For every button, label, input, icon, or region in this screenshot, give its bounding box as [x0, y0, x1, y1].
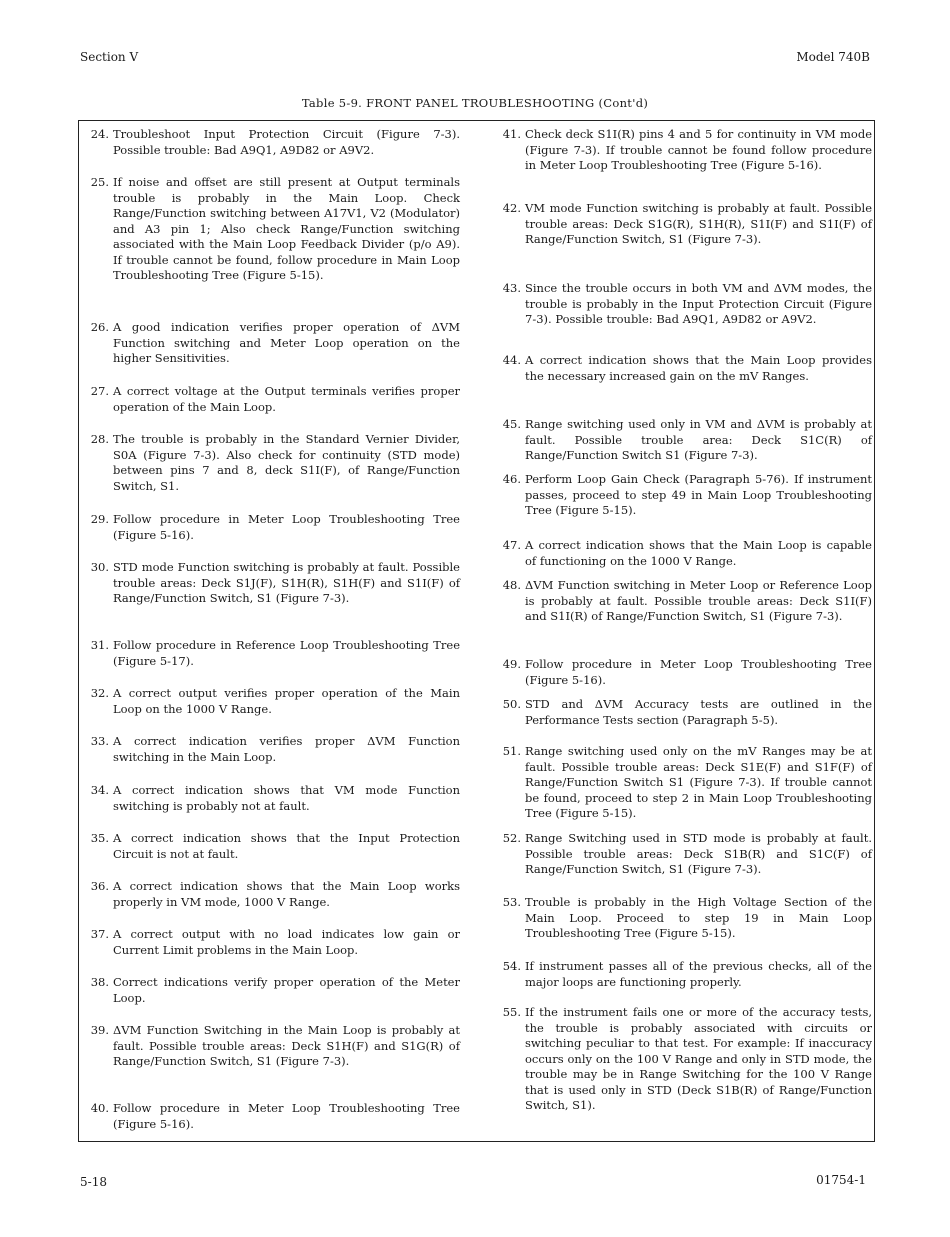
item-text: Range switching used only on the mV Ranges may be at fault. Possible trouble areas: Deck S1E(F) and S1F(F) of Range/Function Switch S1 (Figure 7-3). If trouble cannot be found, proceed to step 2 in Main Loop Troubleshooting Tree (Figure 5-15).: [525, 744, 872, 820]
item-text: VM mode Function switching is probably at fault. Possible trouble areas: Deck S1G(R), S1H(R), S1I(F) and S1I(F) of Range/Function Switch, S1 (Figure 7-3).: [525, 201, 872, 246]
item-number: 26.: [90, 320, 109, 334]
troubleshooting-table: [78, 120, 875, 1142]
item-number: 44.: [502, 353, 521, 367]
item-text: Perform Loop Gain Check (Paragraph 5-76). If instrument passes, proceed to step 49 in Main Loop Troubleshooting Tree (Figure 5-15).: [525, 472, 872, 517]
item-text: The trouble is probably in the Standard Vernier Divider, S0A (Figure 7-3). Also check for continuity (STD mode) between pins 7 and 8, deck S1I(F), of Range/Function Switch, S1.: [113, 432, 460, 493]
item-number: 31.: [90, 638, 109, 652]
item-text: ΔVM Function switching in Meter Loop or Reference Loop is probably at fault. Possible trouble areas: Deck S1I(F) and S1I(R) of Range/Function Switch, S1 (Figure 7-3).: [525, 578, 872, 623]
item-number: 38.: [90, 975, 109, 989]
item-text: STD and ΔVM Accuracy tests are outlined in the Performance Tests section (Paragraph 5-5).: [525, 697, 872, 727]
item-number: 40.: [90, 1101, 109, 1115]
item-number: 25.: [90, 175, 109, 189]
item-number: 30.: [90, 560, 109, 574]
item-number: 49.: [502, 657, 521, 671]
item-number: 42.: [502, 201, 521, 215]
table-title: Table 5-9. FRONT PANEL TROUBLESHOOTING (Cont'd): [301, 96, 649, 110]
model-label: Model 740B: [796, 50, 870, 64]
item-number: 54.: [502, 959, 521, 973]
item-text: A correct indication shows that the Main Loop provides the necessary increased gain on the mV Ranges.: [525, 353, 872, 383]
item-text: STD mode Function switching is probably at fault. Possible trouble areas: Deck S1J(F), S1H(R), S1H(F) and S1I(F) of Range/Function Switch, S1 (Figure 7-3).: [113, 560, 460, 605]
item-number: 39.: [90, 1023, 109, 1037]
item-text: ΔVM Function Switching in the Main Loop is probably at fault. Possible trouble areas: Deck S1H(F) and S1G(R) of Range/Function Switch, S1 (Figure 7-3).: [113, 1023, 460, 1068]
item-number: 52.: [502, 831, 521, 845]
item-number: 37.: [90, 927, 109, 941]
item-number: 47.: [502, 538, 521, 552]
item-text: A correct output verifies proper operation of the Main Loop on the 1000 V Range.: [113, 686, 460, 716]
item-number: 43.: [502, 281, 521, 295]
item-number: 28.: [90, 432, 109, 446]
page-number: 5-18: [80, 1175, 107, 1189]
item-text: Check deck S1I(R) pins 4 and 5 for continuity in VM mode (Figure 7-3). If trouble cannot be found follow procedure in Meter Loop Troubleshooting Tree (Figure 5-16).: [525, 127, 872, 172]
item-text: Follow procedure in Meter Loop Troubleshooting Tree (Figure 5-16).: [113, 512, 460, 542]
item-number: 45.: [502, 417, 521, 431]
item-number: 32.: [90, 686, 109, 700]
item-number: 48.: [502, 578, 521, 592]
item-number: 55.: [502, 1005, 521, 1019]
item-text: A correct indication shows that the Main Loop is capable of functioning on the 1000 V Range.: [525, 538, 872, 568]
document-code: 01754-1: [816, 1173, 866, 1187]
item-text: Correct indications verify proper operation of the Meter Loop.: [113, 975, 460, 1005]
item-text: Follow procedure in Meter Loop Troubleshooting Tree (Figure 5-16).: [525, 657, 872, 687]
item-number: 46.: [502, 472, 521, 486]
item-text: A correct indication shows that the Input Protection Circuit is not at fault.: [113, 831, 460, 861]
item-text: Trouble is probably in the High Voltage Section of the Main Loop. Proceed to step 19 in Main Loop Troubleshooting Tree (Figure 5-15).: [525, 895, 872, 940]
item-number: 27.: [90, 384, 109, 398]
item-number: 33.: [90, 734, 109, 748]
item-number: 29.: [90, 512, 109, 526]
item-number: 35.: [90, 831, 109, 845]
item-number: 53.: [502, 895, 521, 909]
item-text: If noise and offset are still present at Output terminals trouble is probably in the Main Loop. Check Range/Function switching between A17V1, V2 (Modulator) and A3 pin 1; Also check Range/Function switching associated with the Main Loop Feedback Divider (p/o A9). If trouble cannot be found, follow procedure in Main Loop Troubleshooting Tree (Figure 5-15).: [113, 175, 460, 282]
item-text: A correct indication shows that the Main Loop works properly in VM mode, 1000 V Range.: [113, 879, 460, 909]
item-number: 34.: [90, 783, 109, 797]
item-text: A correct voltage at the Output terminals verifies proper operation of the Main Loop.: [113, 384, 460, 414]
item-text: Follow procedure in Reference Loop Troubleshooting Tree (Figure 5-17).: [113, 638, 460, 668]
item-number: 50.: [502, 697, 521, 711]
section-label: Section V: [80, 50, 139, 64]
item-number: 24.: [90, 127, 109, 141]
item-text: Range switching used only in VM and ΔVM is probably at fault. Possible trouble area: Deck S1C(R) of Range/Function Switch S1 (Figure 7-3).: [525, 417, 872, 462]
item-text: A correct indication verifies proper ΔVM Function switching in the Main Loop.: [113, 734, 460, 764]
item-text: A good indication verifies proper operation of ΔVM Function switching and Meter Loop operation on the higher Sensitivities.: [113, 320, 460, 365]
item-text: Range Switching used in STD mode is probably at fault. Possible trouble areas: Deck S1B(R) and S1C(F) of Range/Function Switch, S1 (Figure 7-3).: [525, 831, 872, 876]
item-text: If the instrument fails one or more of the accuracy tests, the trouble is probably associated with circuits or switching peculiar to that test. For example: If inaccuracy occurs only on the 100 V Range and only in STD mode, the trouble may be in Range Switching for the 100 V Range that is used only in STD (Deck S1B(R) of Range/Function Switch, S1).: [525, 1005, 872, 1112]
item-number: 41.: [502, 127, 521, 141]
item-number: 36.: [90, 879, 109, 893]
item-text: Troubleshoot Input Protection Circuit (Figure 7-3). Possible trouble: Bad A9Q1, A9D82 or A9V2.: [113, 127, 460, 157]
item-text: A correct indication shows that VM mode Function switching is probably not at fault.: [113, 783, 460, 813]
item-text: Follow procedure in Meter Loop Troubleshooting Tree (Figure 5-16).: [113, 1101, 460, 1131]
item-text: If instrument passes all of the previous checks, all of the major loops are functioning properly.: [525, 959, 872, 989]
item-text: Since the trouble occurs in both VM and ΔVM modes, the trouble is probably in the Input Protection Circuit (Figure 7-3). Possible trouble: Bad A9Q1, A9D82 or A9V2.: [525, 281, 872, 326]
item-number: 51.: [502, 744, 521, 758]
item-text: A correct output with no load indicates low gain or Current Limit problems in the Main Loop.: [113, 927, 460, 957]
